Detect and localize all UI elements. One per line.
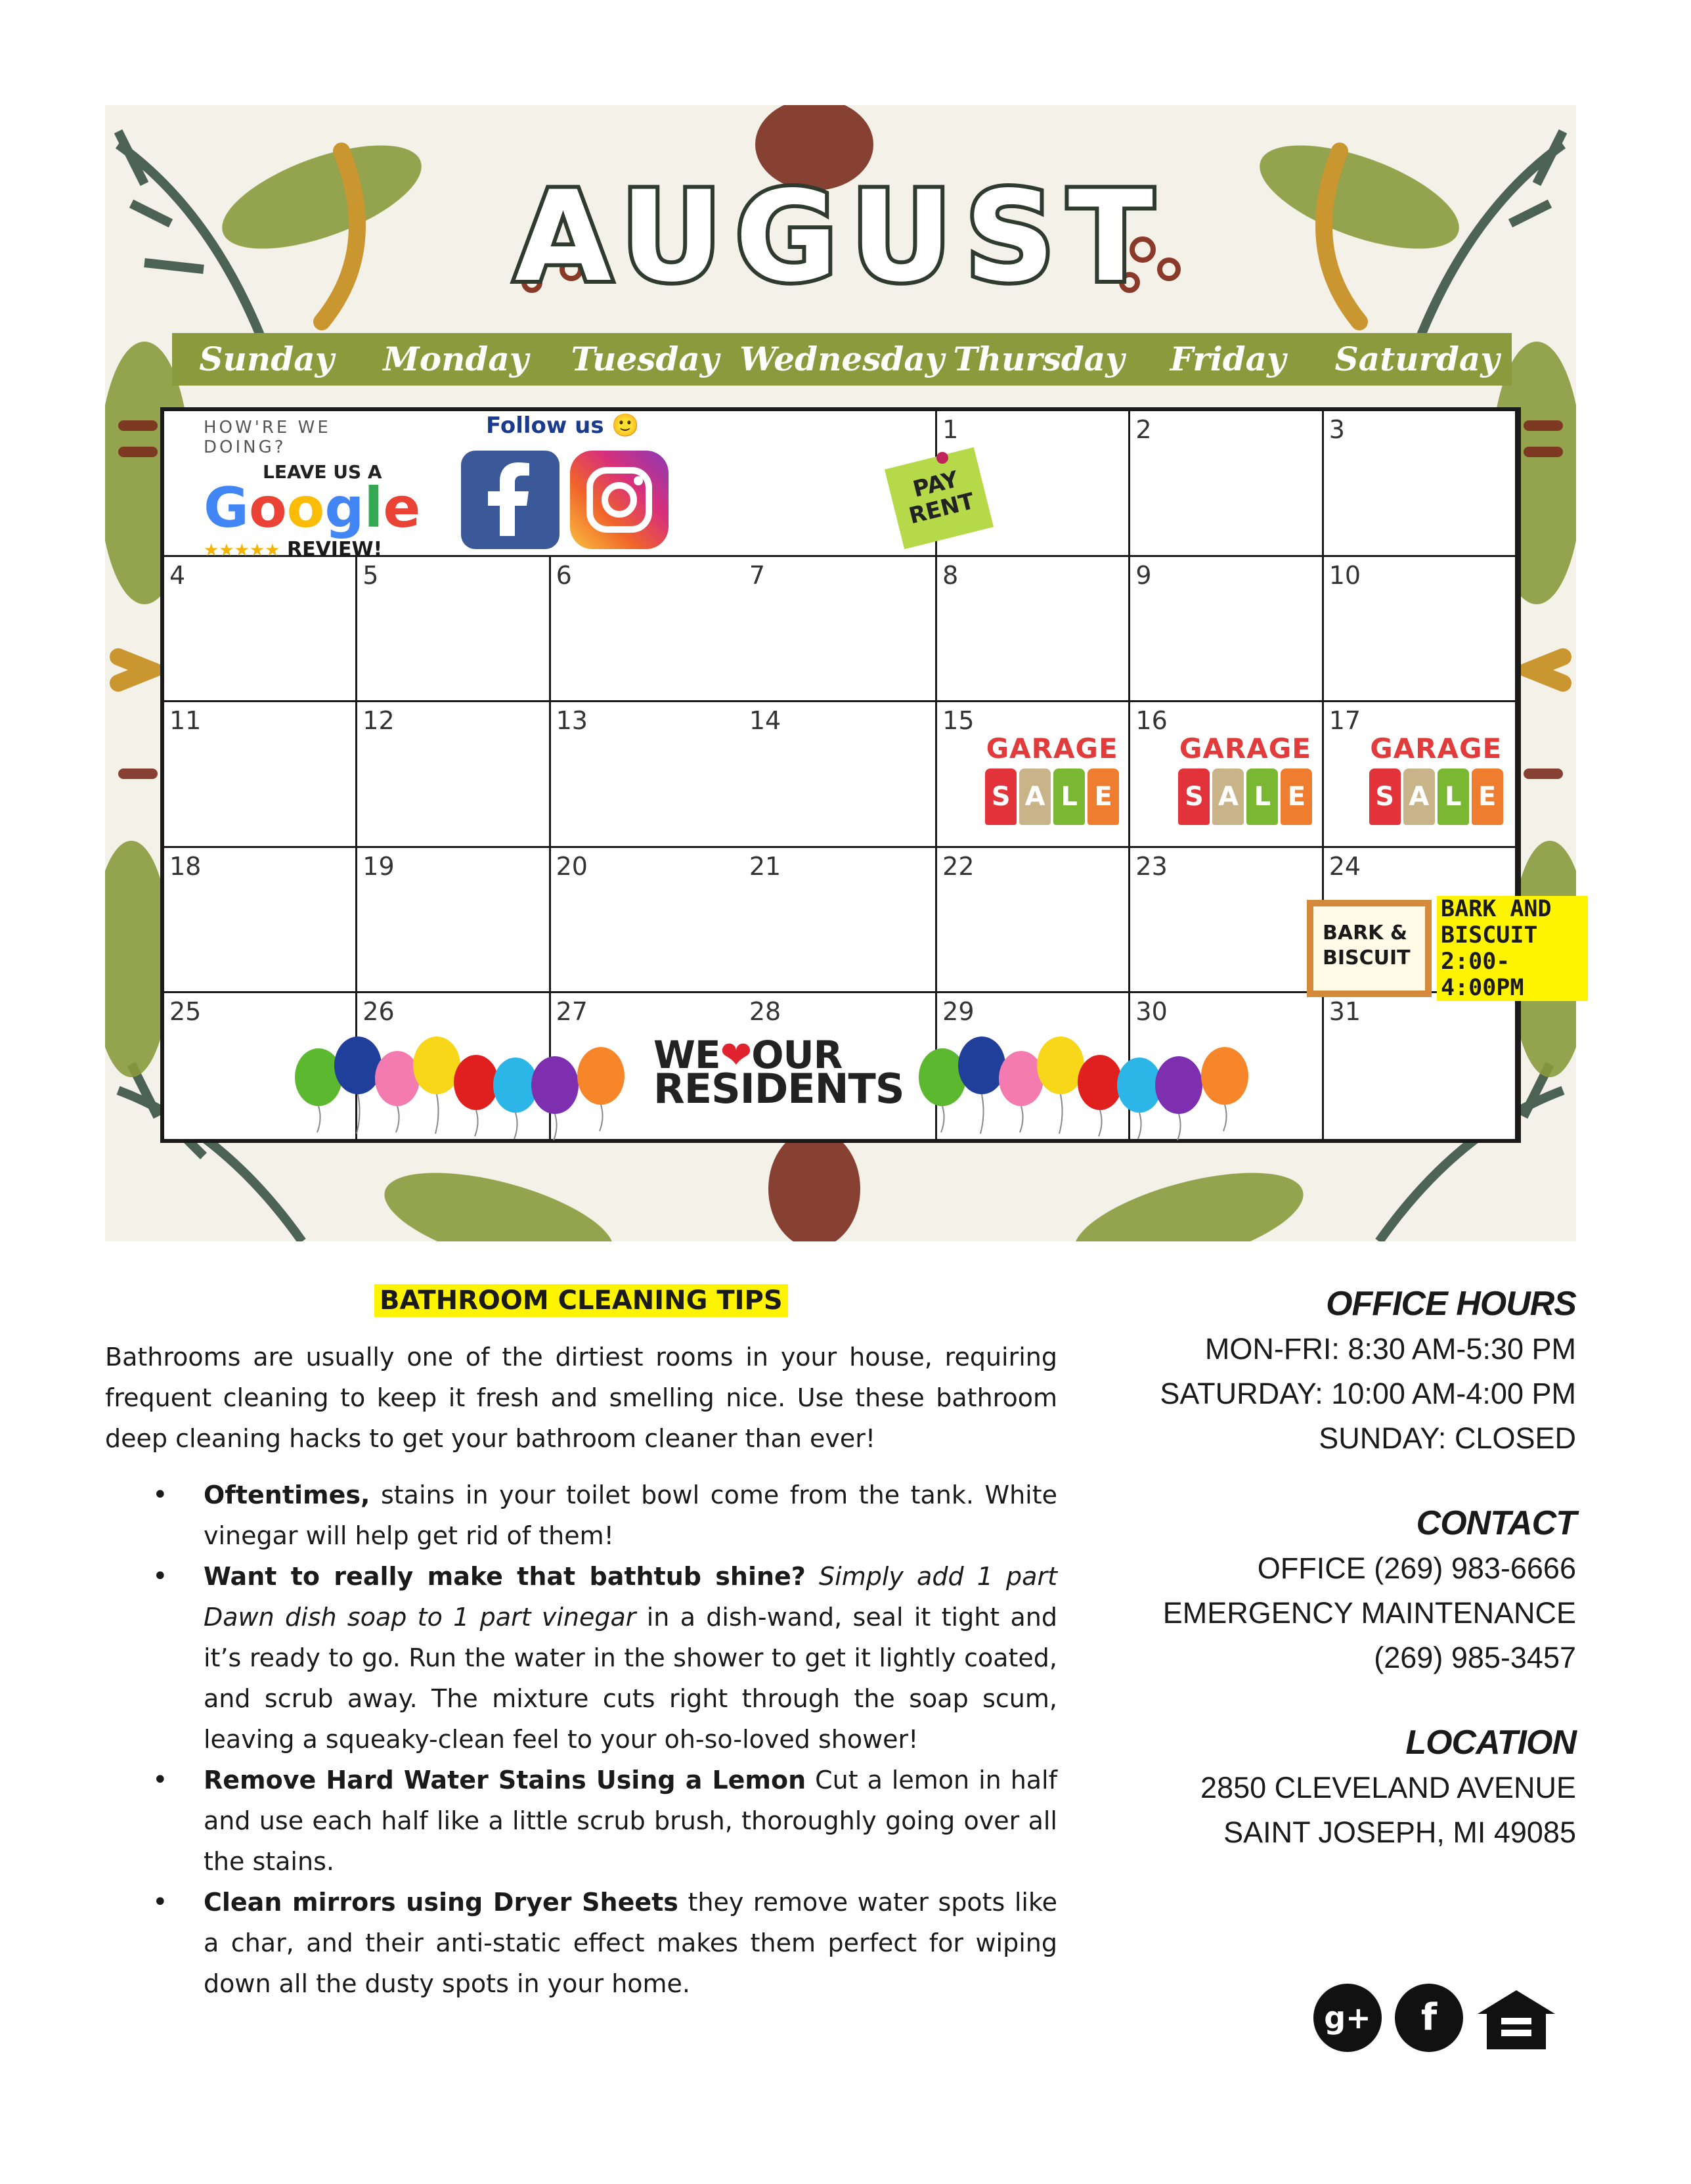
day-number: 25 [169,997,202,1027]
day-number: 16 [1135,706,1168,736]
contact-title: CONTACT [1416,1504,1576,1542]
day-number: 4 [169,560,186,590]
day-cell[interactable] [1324,411,1517,557]
facebook-icon[interactable] [461,451,560,549]
we-love-our-residents [653,1033,904,1113]
day-number: 28 [749,997,781,1027]
day-cell[interactable] [1130,411,1323,557]
weekday-saturday: Saturday [1334,340,1500,378]
residents-our: OUR [751,1033,843,1077]
day-number: 17 [1329,706,1361,736]
day-cell[interactable] [1130,848,1323,994]
hours-line: MON-FRI: 8:30 AM-5:30 PM [1204,1332,1576,1366]
day-number: 29 [942,997,975,1027]
day-cell[interactable] [357,702,550,848]
day-cell[interactable] [164,702,357,848]
tips-title: BATHROOM CLEANING TIPS [374,1284,788,1317]
tip-item [105,1760,1057,1882]
tip-heading: Want to really make that bathtub shine? [204,1562,806,1591]
day-cell[interactable] [1324,557,1517,703]
tip-item [105,1556,1057,1760]
day-cell[interactable] [744,702,937,848]
day-number: 11 [169,706,202,736]
day-cell[interactable] [164,557,357,703]
garage-sale-graphic [1170,732,1321,831]
tip-item [105,1475,1057,1556]
day-number: 13 [556,706,588,736]
tip-text: in a dish-wand, seal it tight and it’s ready to go. Run the water in the shower to get it lightly coated, and scrub away. The mixture cuts right through the soap scum, leaving a squeaky-clean feel to your oh-so-loved shower! [204,1603,1058,1754]
google-review-badge[interactable] [204,418,420,561]
weekday-monday: Monday [383,340,529,378]
sale-tag: L [1053,769,1085,825]
day-number: 26 [362,997,395,1027]
day-cell[interactable] [937,702,1130,848]
tip-text: they remove water spots like a char, and their anti-static effect makes them perfect for wiping down all the dusty spots in your home. [204,1888,1058,1998]
sale-tag: S [1369,769,1401,825]
address-line: 2850 CLEVELAND AVENUE [1200,1771,1576,1804]
day-number: 14 [749,706,781,736]
weekday-friday: Friday [1170,340,1286,378]
garage-sale-graphic [977,732,1128,831]
day-cell[interactable] [937,411,1130,557]
residents-word: RESIDENTS [653,1065,904,1113]
day-cell[interactable] [357,557,550,703]
weekday-thursday: Thursday [953,340,1125,378]
pay-rent-note: PAY RENT [885,447,994,549]
emergency-label: EMERGENCY MAINTENANCE [1162,1596,1576,1630]
day-number: 10 [1329,560,1361,590]
review-word: REVIEW! [287,538,383,561]
tip-heading: Clean mirrors using Dryer Sheets [204,1888,678,1917]
day-cell[interactable] [357,848,550,994]
day-number: 27 [556,997,588,1027]
google-logo: Google [204,476,421,540]
office-hours-title: OFFICE HOURS [1326,1285,1576,1323]
sale-tag: S [1178,769,1210,825]
emergency-phone[interactable]: (269) 985-3457 [1374,1641,1576,1674]
tip-item [105,1882,1057,2004]
tip-heading: Remove Hard Water Stains Using a Lemon [204,1766,806,1794]
sale-tag: S [985,769,1017,825]
star-rating-icon: ★★★★★ [204,541,280,560]
equal-housing-icon [1474,1986,1559,2052]
day-number: 18 [169,851,202,881]
sale-tag: A [1403,769,1435,825]
day-number: 3 [1329,415,1345,444]
day-number: 15 [942,706,975,736]
day-number: 5 [362,560,379,590]
day-cell[interactable] [551,557,744,703]
weekday-tuesday: Tuesday [571,340,719,378]
day-number: 1 [942,415,959,444]
tip-heading: Oftentimes, [204,1481,370,1509]
day-number: 19 [362,851,395,881]
day-number: 7 [749,560,766,590]
sale-tag: L [1246,769,1278,825]
day-cell[interactable] [937,557,1130,703]
bark-and-biscuit-sign: BARK & BISCUIT [1307,900,1432,997]
bark-and-biscuit-note: BARK AND BISCUIT 2:00-4:00PM [1437,896,1588,1001]
intro-promo-cell [164,411,977,561]
day-number: 21 [749,851,781,881]
garage-word: GARAGE [1179,732,1311,765]
garage-sale-graphic [1361,732,1512,831]
day-number: 31 [1329,997,1361,1027]
residents-we: WE [653,1033,720,1077]
day-cell[interactable] [1130,702,1323,848]
footer-icons [1313,1984,1563,2056]
instagram-icon[interactable] [570,451,669,549]
office-phone[interactable]: OFFICE (269) 983-6666 [1257,1551,1576,1585]
day-cell[interactable] [1324,993,1517,1139]
heart-icon: ❤ [720,1033,752,1077]
day-number: 22 [942,851,975,881]
follow-us-label: Follow us 🙂 [486,412,640,439]
garage-word: GARAGE [986,732,1118,765]
address-line: SAINT JOSEPH, MI 49085 [1223,1816,1576,1849]
sale-tag: A [1212,769,1244,825]
hours-line: SUNDAY: CLOSED [1319,1421,1576,1455]
sale-tag: E [1281,769,1312,825]
facebook-icon[interactable]: f [1395,1984,1463,2052]
tips-intro: Bathrooms are usually one of the dirtiest rooms in your house, requiring frequent cleaning to keep it fresh and smelling nice. Use these bathroom deep cleaning hacks to get your bathroom cleaner than ever! [105,1343,1057,1453]
sale-tag: E [1472,769,1503,825]
weekday-wednesday: Wednesday [739,340,944,378]
weekday-sunday: Sunday [199,340,334,378]
balloons-left-icon [289,1025,657,1143]
day-cell[interactable] [744,557,937,703]
sale-tag: E [1087,769,1119,825]
day-number: 9 [1135,560,1152,590]
day-cell[interactable] [551,702,744,848]
month-title: AUGUST [514,164,1167,309]
office-info [1103,1281,1576,1855]
tips-list [105,1475,1057,2004]
hours-line: SATURDAY: 10:00 AM-4:00 PM [1160,1377,1576,1410]
day-cell[interactable] [1324,702,1517,848]
day-number: 8 [942,560,959,590]
review-leave-label: LEAVE US A [263,461,382,483]
tip-italic: Simply add 1 part Dawn dish soap to 1 part vinegar [204,1562,1057,1632]
sale-tag: A [1019,769,1051,825]
day-number: 24 [1329,851,1361,881]
location-title: LOCATION [1405,1724,1576,1762]
tip-text: stains in your toilet bowl come from the tank. White vinegar will help get rid of them! [204,1481,1057,1550]
day-number: 20 [556,851,588,881]
sale-tag: L [1438,769,1469,825]
day-cell[interactable] [744,848,937,994]
day-cell[interactable] [937,848,1130,994]
weekday-header [172,333,1512,386]
day-number: 6 [556,560,572,590]
day-number: 12 [362,706,395,736]
review-prompt: HOW'RE WE DOING? [204,418,331,457]
day-number: 2 [1135,415,1152,444]
garage-word: GARAGE [1370,732,1503,765]
day-cell[interactable] [1130,557,1323,703]
day-cell[interactable] [164,848,357,994]
balloons-right-icon [913,1025,1281,1143]
tip-text: Cut a lemon in half and use each half like a little scrub brush, thoroughly going over all the stains. [204,1766,1057,1876]
day-number: 23 [1135,851,1168,881]
google-plus-icon[interactable]: g+ [1313,1984,1382,2052]
day-number: 30 [1135,997,1168,1027]
day-cell[interactable] [551,848,744,994]
